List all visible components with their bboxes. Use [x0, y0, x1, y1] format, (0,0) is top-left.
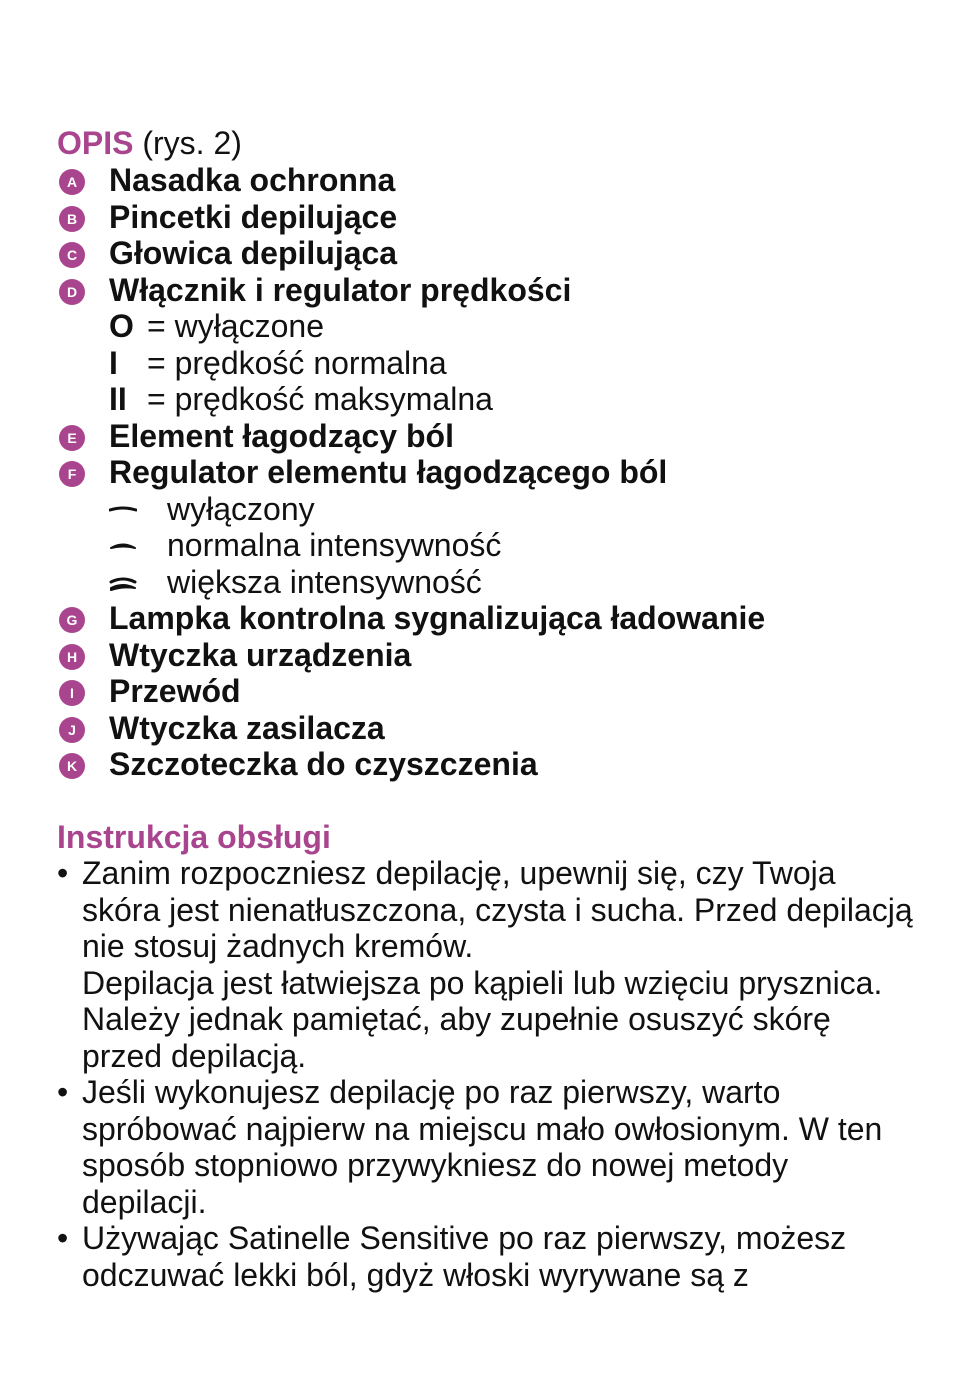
intensity-level-high — [57, 564, 937, 601]
description-subtitle: (rys. 2) — [142, 125, 242, 161]
instruction-bullet — [57, 855, 917, 1074]
part-label: Szczoteczka do czyszczenia — [109, 746, 538, 782]
letter-h-badge-icon: H — [59, 644, 85, 670]
instruction-bullet — [57, 1074, 917, 1220]
part-item-d — [57, 272, 937, 309]
bullet-dot-icon: • — [57, 1220, 69, 1256]
part-label: Lampka kontrolna sygnalizująca ładowanie — [109, 600, 766, 636]
letter-c-badge-icon: C — [59, 242, 85, 268]
parts-list — [57, 162, 937, 783]
part-item-g — [57, 600, 937, 637]
instructions-heading — [57, 819, 331, 855]
description-title: OPIS — [57, 125, 134, 161]
speed-setting-off — [57, 308, 937, 345]
part-label: Wtyczka urządzenia — [109, 636, 412, 673]
intensity-text: większa intensywność — [167, 563, 482, 600]
speed-text: = wyłączone — [147, 308, 324, 344]
part-item-h — [57, 637, 937, 674]
letter-f-badge-icon: F — [59, 461, 85, 487]
speed-text: = prędkość normalna — [147, 344, 447, 381]
description-heading — [57, 125, 242, 161]
letter-a-badge-icon: A — [59, 169, 85, 195]
speed-symbol: I — [109, 344, 118, 381]
part-label: Głowica depilująca — [109, 235, 398, 271]
instructions-list — [57, 855, 917, 1293]
speed-text: = prędkość maksymalna — [147, 381, 493, 417]
part-item-c — [57, 235, 937, 272]
part-label: Wtyczka zasilacza — [109, 709, 385, 746]
speed-setting-max — [57, 381, 937, 418]
instruction-bullet — [57, 1220, 917, 1293]
part-item-i — [57, 673, 937, 710]
letter-g-badge-icon: G — [59, 607, 85, 633]
bullet-dot-icon: • — [57, 855, 69, 891]
part-label: Regulator elementu łagodzącego ból — [109, 454, 668, 490]
instruction-paragraph: Jeśli wykonujesz depilację po raz pierwszy, warto spróbować najpierw na miejscu mało owłosionym. W ten sposób stopniowo przywykniesz do nowej metody depilacji. — [82, 1074, 883, 1220]
letter-i-badge-icon: I — [59, 680, 85, 706]
bullet-dot-icon: • — [57, 1074, 69, 1110]
instruction-paragraph: Depilacja jest łatwiejsza po kąpieli lub wzięciu prysznica. Należy jednak pamiętać, aby zupełnie osuszyć skórę przed depilacją. — [82, 964, 883, 1074]
part-label: Przewód — [109, 673, 241, 709]
intensity-text: wyłączony — [167, 490, 315, 527]
part-item-j — [57, 710, 937, 747]
letter-d-badge-icon: D — [59, 279, 85, 305]
part-item-a — [57, 162, 937, 199]
speed-symbol: II — [109, 381, 127, 417]
instructions-title: Instrukcja obsługi — [57, 819, 331, 855]
part-item-e — [57, 418, 937, 455]
speed-setting-normal — [57, 345, 937, 382]
letter-j-badge-icon: J — [59, 717, 85, 743]
part-item-b — [57, 199, 937, 236]
part-label: Nasadka ochronna — [109, 162, 396, 198]
instruction-paragraph: Zanim rozpoczniesz depilację, upewnij się, czy Twoja skóra jest nienatłuszczona, czysta i sucha. Przed depilacją nie stosuj żadnych kremów. — [82, 855, 913, 964]
part-item-f — [57, 454, 937, 491]
level-off-icon — [109, 499, 137, 521]
level-normal-icon — [109, 535, 137, 557]
intensity-level-normal — [57, 527, 937, 564]
part-label: Element łagodzący ból — [109, 417, 454, 454]
instruction-paragraph: Używając Satinelle Sensitive po raz pierwszy, możesz odczuwać lekki ból, gdyż włoski wyrywane są z — [82, 1220, 847, 1293]
level-high-icon — [109, 572, 137, 594]
part-label: Pincetki depilujące — [109, 198, 398, 235]
letter-e-badge-icon: E — [59, 425, 85, 451]
part-label: Włącznik i regulator prędkości — [109, 271, 572, 308]
letter-k-badge-icon: K — [59, 753, 85, 779]
intensity-level-off — [57, 491, 937, 528]
part-item-k — [57, 746, 937, 783]
letter-b-badge-icon: B — [59, 206, 85, 232]
intensity-text: normalna intensywność — [167, 527, 502, 563]
speed-symbol: O — [109, 308, 134, 344]
